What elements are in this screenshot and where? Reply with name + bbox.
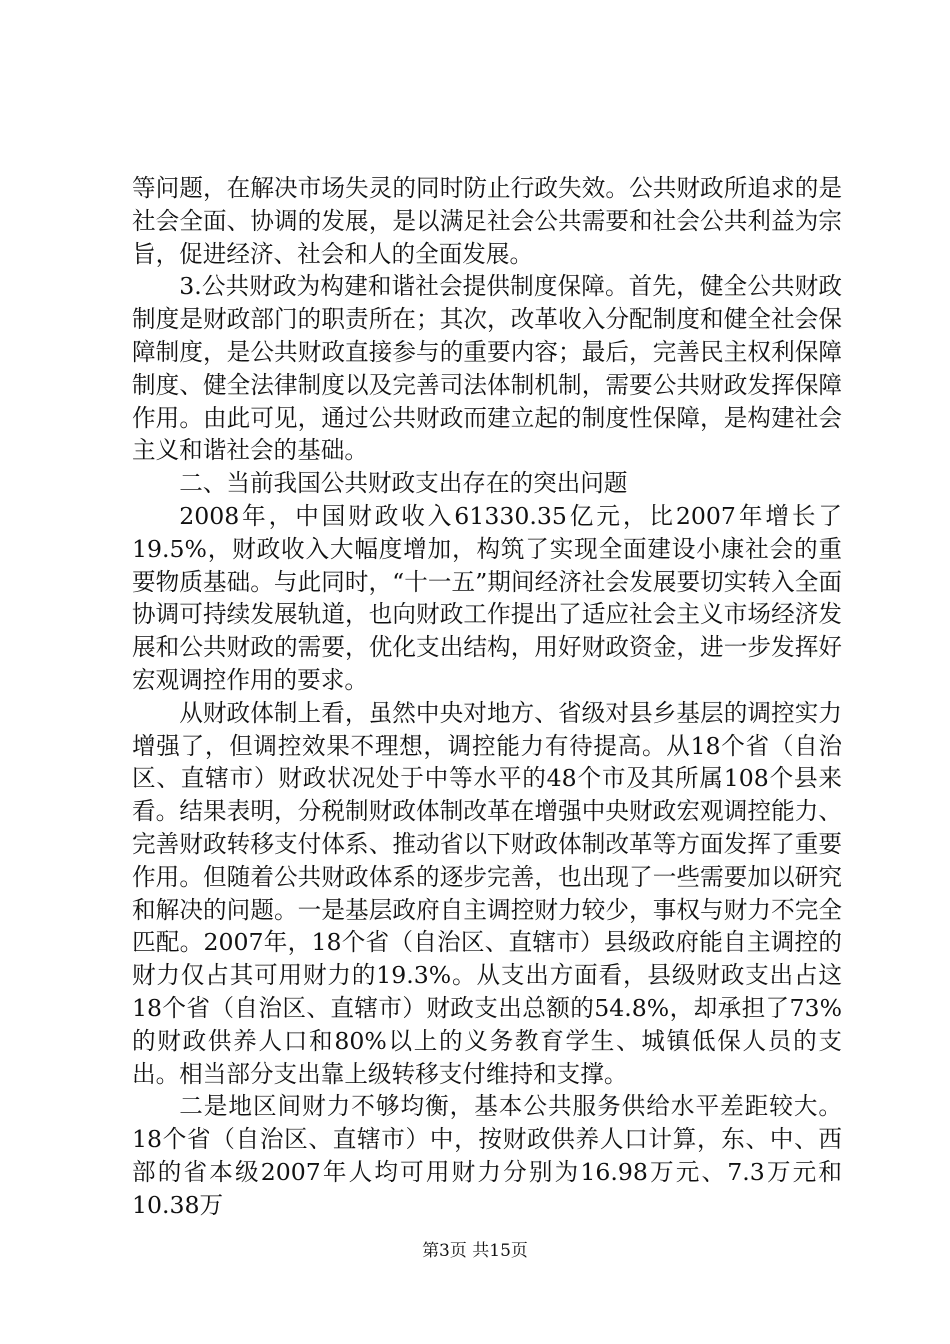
- paragraph-5: 二是地区间财力不够均衡，基本公共服务供给水平差距较大。18个省（自治区、直辖市）中，按财政供养人口计算，东、中、西部的省本级2007年人均可用财力分别为16.98万元、7.3万元和10.38万: [132, 1092, 842, 1219]
- page-footer: 第3页 共15页: [422, 1241, 528, 1261]
- section-heading: 二、当前我国公共财政支出存在的突出问题: [179, 469, 628, 498]
- paragraph-4: 从财政体制上看，虽然中央对地方、省级对县乡基层的调控实力增强了，但调控效果不理想，调控能力有待提高。从18个省（自治区、直辖市）财政状况处于中等水平的48个市及其所属108个县来看。结果表明，分税制财政体制改革在增强中央财政宏观调控能力、完善财政转移支付体系、推动省以下财政体制改革等方面发挥了重要作用。但随着公共财政体系的逐步完善，也出现了一些需要加以研究和解决的问题。一是基层政府自主调控财力较少，事权与财力不完全匹配。2007年，18个省（自治区、直辖市）县级政府能自主调控的财力仅占其可用财力的19.3%。从支出方面看，县级财政支出占这18个省（自治区、直辖市）财政支出总额的54.8%，却承担了73%的财政供养人口和80%以上的义务教育学生、城镇低保人员的支出。相当部分支出靠上级转移支付维持和支撑。: [132, 698, 842, 1088]
- document-body: [132, 172, 842, 1222]
- paragraph-1: 等问题，在解决市场失灵的同时防止行政失效。公共财政所追求的是社会全面、协调的发展，是以满足社会公共需要和社会公共利益为宗旨，促进经济、社会和人的全面发展。: [132, 174, 842, 268]
- paragraph-2: 3.公共财政为构建和谐社会提供制度保障。首先，健全公共财政制度是财政部门的职责所在；其次，改革收入分配制度和健全社会保障制度，是公共财政直接参与的重要内容；最后，完善民主权利保障制度、健全法律制度以及完善司法体制机制，需要公共财政发挥保障作用。由此可见，通过公共财政而建立起的制度性保障，是构建社会主义和谐社会的基础。: [132, 272, 842, 465]
- paragraph-3: 2008年，中国财政收入61330.35亿元，比2007年增长了19.5%，财政收入大幅度增加，构筑了实现全面建设小康社会的重要物质基础。与此同时，“十一五”期间经济社会发展要切实转入全面协调可持续发展轨道，也向财政工作提出了适应社会主义市场经济发展和公共财政的需要，优化支出结构，用好财政资金，进一步发挥好宏观调控作用的要求。: [132, 501, 842, 694]
